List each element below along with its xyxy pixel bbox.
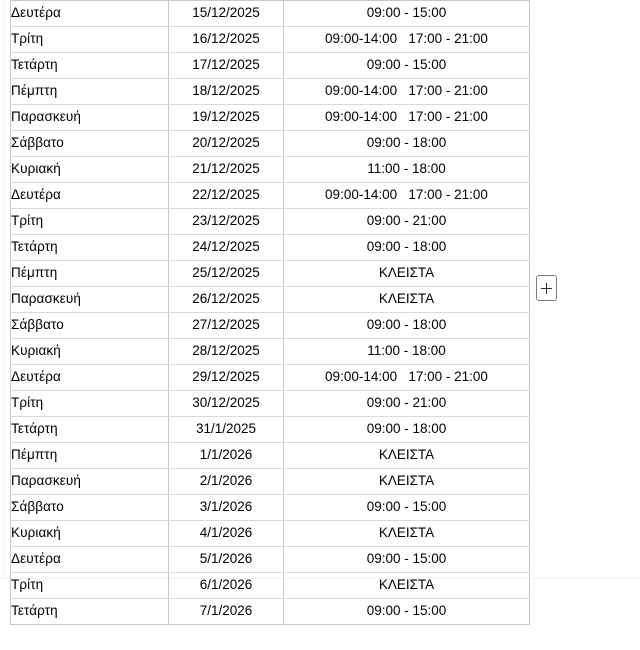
cell-date: 16/12/2025 xyxy=(169,27,284,53)
table-row xyxy=(11,495,530,521)
cell-hours: 09:00 - 15:00 xyxy=(284,547,530,573)
zoom-in-button[interactable] xyxy=(536,275,557,301)
table-row xyxy=(11,443,530,469)
cell-date: 29/12/2025 xyxy=(169,365,284,391)
cell-date: 23/12/2025 xyxy=(169,209,284,235)
cell-day: Τετάρτη xyxy=(11,235,169,261)
cell-day: Σάββατο xyxy=(11,131,169,157)
cell-hours: 09:00-14:00 17:00 - 21:00 xyxy=(284,27,530,53)
cell-date: 31/1/2025 xyxy=(169,417,284,443)
opening-hours-table xyxy=(10,0,530,625)
cell-date: 26/12/2025 xyxy=(169,287,284,313)
cell-day: Τετάρτη xyxy=(11,53,169,79)
cell-date: 21/12/2025 xyxy=(169,157,284,183)
cell-hours: 09:00-14:00 17:00 - 21:00 xyxy=(284,105,530,131)
table-row xyxy=(11,261,530,287)
cell-hours: 11:00 - 18:00 xyxy=(284,339,530,365)
cell-hours: 11:00 - 18:00 xyxy=(284,157,530,183)
table-row xyxy=(11,157,530,183)
cell-day: Πέμπτη xyxy=(11,261,169,287)
cell-date: 3/1/2026 xyxy=(169,495,284,521)
schedule-table-body xyxy=(11,1,530,625)
cell-date: 28/12/2025 xyxy=(169,339,284,365)
table-row xyxy=(11,521,530,547)
table-row xyxy=(11,547,530,573)
cell-date: 2/1/2026 xyxy=(169,469,284,495)
cell-day: Τετάρτη xyxy=(11,417,169,443)
cell-date: 22/12/2025 xyxy=(169,183,284,209)
schedule-table-container xyxy=(10,0,529,625)
cell-day: Σάββατο xyxy=(11,495,169,521)
cell-hours: 09:00-14:00 17:00 - 21:00 xyxy=(284,79,530,105)
cell-day: Τρίτη xyxy=(11,391,169,417)
cell-day: Παρασκευή xyxy=(11,469,169,495)
cell-day: Σάββατο xyxy=(11,313,169,339)
cell-day: Δευτέρα xyxy=(11,365,169,391)
cell-day: Κυριακή xyxy=(11,157,169,183)
cell-date: 5/1/2026 xyxy=(169,547,284,573)
cell-date: 7/1/2026 xyxy=(169,599,284,625)
cell-date: 4/1/2026 xyxy=(169,521,284,547)
cell-date: 19/12/2025 xyxy=(169,105,284,131)
table-row xyxy=(11,573,530,599)
cell-day: Δευτέρα xyxy=(11,547,169,573)
cell-day: Τρίτη xyxy=(11,209,169,235)
cell-hours: ΚΛΕΙΣΤΑ xyxy=(284,573,530,599)
page-margin-guide-left xyxy=(3,0,5,578)
cell-hours: ΚΛΕΙΣΤΑ xyxy=(284,261,530,287)
table-row xyxy=(11,313,530,339)
cell-date: 24/12/2025 xyxy=(169,235,284,261)
cell-hours: ΚΛΕΙΣΤΑ xyxy=(284,469,530,495)
cell-hours: 09:00 - 15:00 xyxy=(284,53,530,79)
cell-day: Παρασκευή xyxy=(11,287,169,313)
cell-hours: 09:00 - 18:00 xyxy=(284,235,530,261)
table-row xyxy=(11,235,530,261)
table-row xyxy=(11,183,530,209)
table-row xyxy=(11,469,530,495)
cell-hours: 09:00-14:00 17:00 - 21:00 xyxy=(284,365,530,391)
table-row xyxy=(11,53,530,79)
cell-hours: 09:00 - 21:00 xyxy=(284,209,530,235)
cell-hours: 09:00 - 18:00 xyxy=(284,131,530,157)
table-row xyxy=(11,339,530,365)
table-row xyxy=(11,79,530,105)
cell-hours: 09:00-14:00 17:00 - 21:00 xyxy=(284,183,530,209)
cell-date: 20/12/2025 xyxy=(169,131,284,157)
cell-hours: 09:00 - 21:00 xyxy=(284,391,530,417)
table-row xyxy=(11,287,530,313)
table-row xyxy=(11,417,530,443)
cell-date: 25/12/2025 xyxy=(169,261,284,287)
cell-hours: 09:00 - 18:00 xyxy=(284,417,530,443)
cell-date: 1/1/2026 xyxy=(169,443,284,469)
cell-date: 17/12/2025 xyxy=(169,53,284,79)
cell-hours: 09:00 - 18:00 xyxy=(284,313,530,339)
table-row xyxy=(11,365,530,391)
cell-day: Κυριακή xyxy=(11,339,169,365)
table-row xyxy=(11,131,530,157)
cell-day: Δευτέρα xyxy=(11,1,169,27)
cell-date: 6/1/2026 xyxy=(169,573,284,599)
cell-hours: ΚΛΕΙΣΤΑ xyxy=(284,443,530,469)
table-row xyxy=(11,1,530,27)
cell-day: Δευτέρα xyxy=(11,183,169,209)
cell-hours: 09:00 - 15:00 xyxy=(284,599,530,625)
cell-hours: ΚΛΕΙΣΤΑ xyxy=(284,521,530,547)
cell-day: Τρίτη xyxy=(11,27,169,53)
cell-date: 30/12/2025 xyxy=(169,391,284,417)
cell-hours: 09:00 - 15:00 xyxy=(284,495,530,521)
cell-day: Κυριακή xyxy=(11,521,169,547)
table-row xyxy=(11,27,530,53)
cell-hours: 09:00 - 15:00 xyxy=(284,1,530,27)
cell-day: Τετάρτη xyxy=(11,599,169,625)
table-row xyxy=(11,391,530,417)
table-row xyxy=(11,209,530,235)
cell-date: 27/12/2025 xyxy=(169,313,284,339)
plus-icon xyxy=(541,283,552,294)
cell-day: Πέμπτη xyxy=(11,79,169,105)
table-row xyxy=(11,599,530,625)
cell-hours: ΚΛΕΙΣΤΑ xyxy=(284,287,530,313)
cell-day: Τρίτη xyxy=(11,573,169,599)
cell-date: 18/12/2025 xyxy=(169,79,284,105)
cell-date: 15/12/2025 xyxy=(169,1,284,27)
cell-day: Παρασκευή xyxy=(11,105,169,131)
cell-day: Πέμπτη xyxy=(11,443,169,469)
table-row xyxy=(11,105,530,131)
